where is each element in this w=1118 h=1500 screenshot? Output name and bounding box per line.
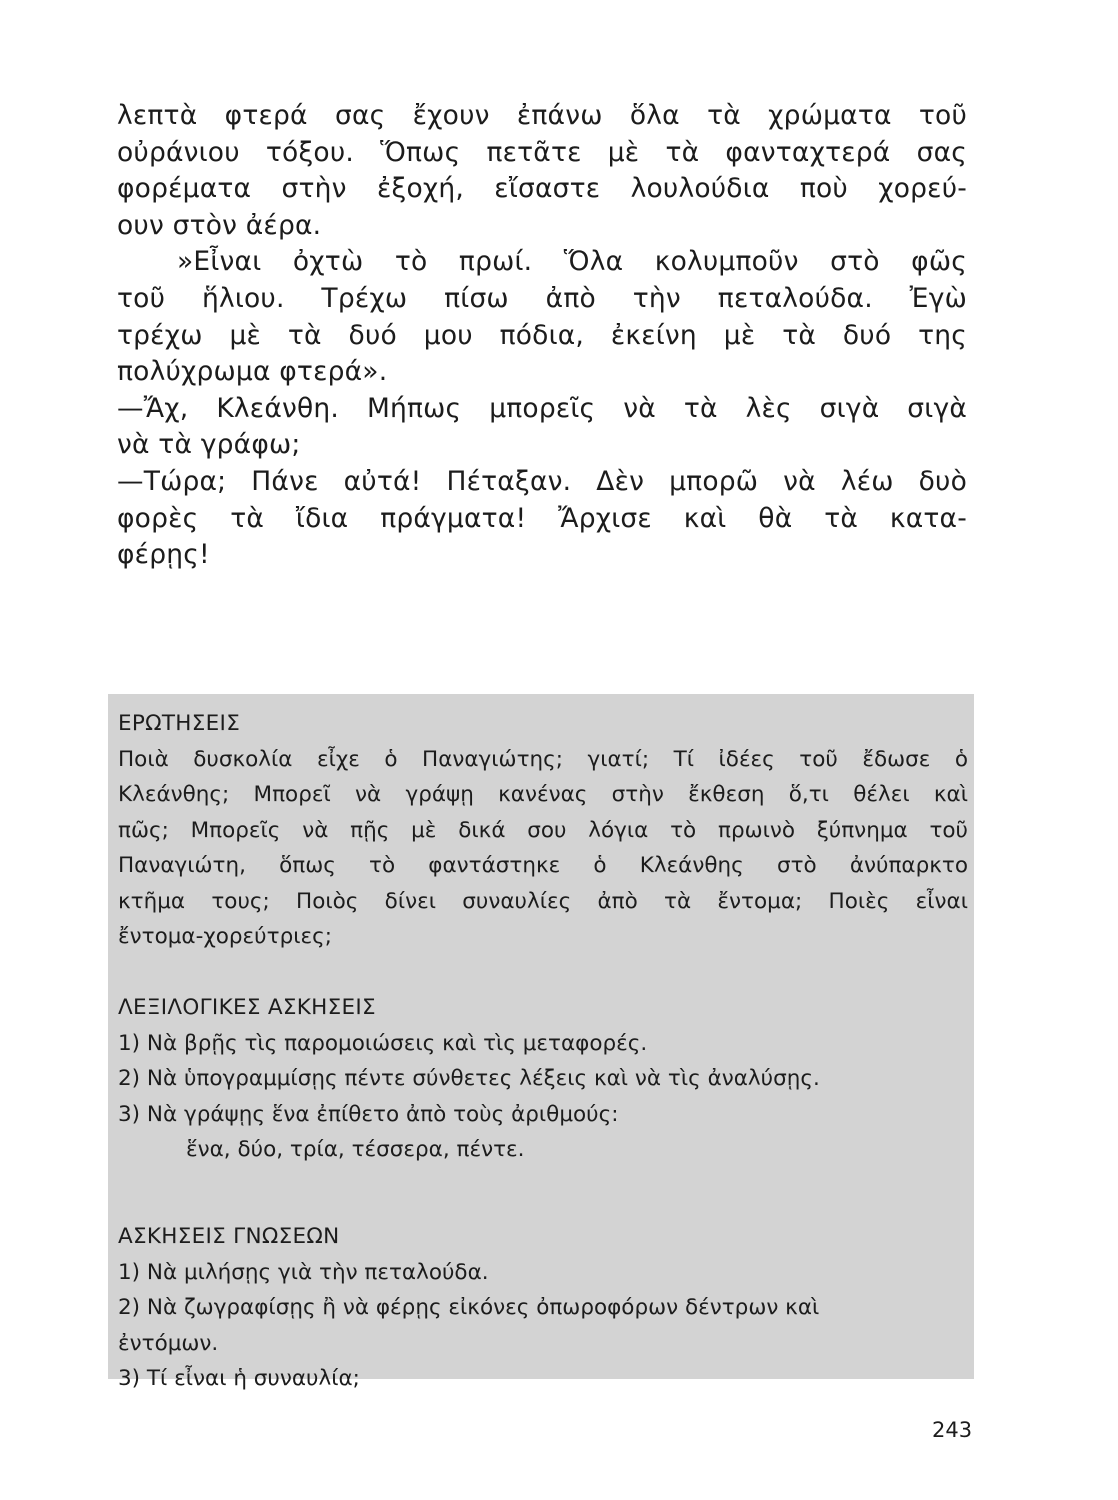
list-item: 1) Νὰ βρῇς τὶς παρομοιώσεις καὶ τὶς μεταφορές. bbox=[118, 1030, 648, 1056]
passage-line: πολύχρωμα φτερά». bbox=[117, 356, 388, 388]
passage-line: οὐράνιου τόξου. Ὅπως πετᾶτε μὲ τὰ φανταχτερά σας bbox=[117, 136, 967, 168]
list-subline: ἕνα, δύο, τρία, τέσσερα, πέντε. bbox=[186, 1137, 525, 1162]
vocabulary-heading: ΛΕΞΙΛΟΓΙΚΕΣ ΑΣΚΗΣΕΙΣ bbox=[118, 995, 376, 1020]
passage-line: φέρῃς! bbox=[117, 539, 210, 571]
vocabulary-list bbox=[118, 1026, 968, 1168]
passage-line: λεπτὰ φτερά σας ἔχουν ἐπάνω ὅλα τὰ χρώματα τοῦ bbox=[117, 100, 967, 131]
questions-line: Κλεάνθης; Μπορεῖ νὰ γράψῃ κανένας στὴν ἔκθεση ὅ,τι θέλει καὶ bbox=[118, 782, 968, 807]
questions-line: Ποιὰ δυσκολία εἶχε ὁ Παναγιώτης; γιατί; Τί ἰδέες τοῦ ἔδωσε ὁ bbox=[118, 746, 968, 772]
questions-line: πῶς; Μπορεῖς νὰ πῇς μὲ δικά σου λόγια τὸ πρωινὸ ξύπνημα τοῦ bbox=[118, 817, 968, 843]
passage-line: τρέχω μὲ τὰ δυό μου πόδια, ἐκείνη μὲ τὰ δυό της bbox=[117, 319, 967, 351]
passage-line: φορὲς τὰ ἴδια πράγματα! Ἄρχισε καὶ θὰ τὰ κατα- bbox=[117, 502, 967, 534]
knowledge-list bbox=[118, 1255, 968, 1397]
passage-line: νὰ τὰ γράφω; bbox=[117, 429, 301, 461]
story-passage bbox=[117, 98, 967, 574]
knowledge-heading: ΑΣΚΗΣΕΙΣ ΓΝΩΣΕΩΝ bbox=[118, 1224, 340, 1249]
list-item: ἐντόμων. bbox=[118, 1330, 219, 1356]
list-item: 3) Τί εἶναι ἡ συναυλία; bbox=[118, 1366, 360, 1391]
list-item: 2) Νὰ ὑπογραμμίσῃς πέντε σύνθετες λέξεις καὶ νὰ τὶς ἀναλύσῃς. bbox=[118, 1066, 820, 1091]
questions-line: Παναγιώτη, ὅπως τὸ φαντάστηκε ὁ Κλεάνθης στὸ ἀνύπαρκτο bbox=[118, 853, 968, 878]
list-item: 1) Νὰ μιλήσῃς γιὰ τὴν πεταλούδα. bbox=[118, 1259, 489, 1285]
questions-text bbox=[118, 742, 968, 955]
passage-line: »Εἶναι ὀχτὼ τὸ πρωί. Ὅλα κολυμποῦν στὸ φῶς bbox=[177, 246, 967, 278]
questions-line: ἔντομα-χορεύτριες; bbox=[118, 924, 332, 949]
page-number: 243 bbox=[932, 1418, 973, 1442]
passage-line: τοῦ ἥλιου. Τρέχω πίσω ἀπὸ τὴν πεταλούδα. Ἐγὼ bbox=[117, 282, 967, 314]
passage-line: φορέματα στὴν ἐξοχή, εἴσαστε λουλούδια ποὺ χορεύ- bbox=[117, 173, 967, 205]
passage-line: —Τώρα; Πάνε αὐτά! Πέταξαν. Δὲν μπορῶ νὰ λέω δυὸ bbox=[117, 465, 967, 497]
list-item: 3) Νὰ γράψῃς ἕνα ἐπίθετο ἀπὸ τοὺς ἀριθμούς: bbox=[118, 1101, 619, 1127]
list-item: 2) Νὰ ζωγραφίσῃς ἢ νὰ φέρῃς εἰκόνες ὀπωροφόρων δέντρων καὶ bbox=[118, 1295, 820, 1320]
passage-line: —Ἄχ, Κλεάνθη. Μήπως μπορεῖς νὰ τὰ λὲς σιγὰ σιγὰ bbox=[117, 392, 967, 424]
exercises-box bbox=[108, 694, 974, 1391]
questions-heading: ΕΡΩΤΗΣΕΙΣ bbox=[118, 711, 241, 736]
passage-line: ουν στὸν ἀέρα. bbox=[117, 209, 322, 241]
questions-line: κτῆμα τους; Ποιὸς δίνει συναυλίες ἀπὸ τὰ ἔντομα; Ποιὲς εἶναι bbox=[118, 888, 968, 914]
